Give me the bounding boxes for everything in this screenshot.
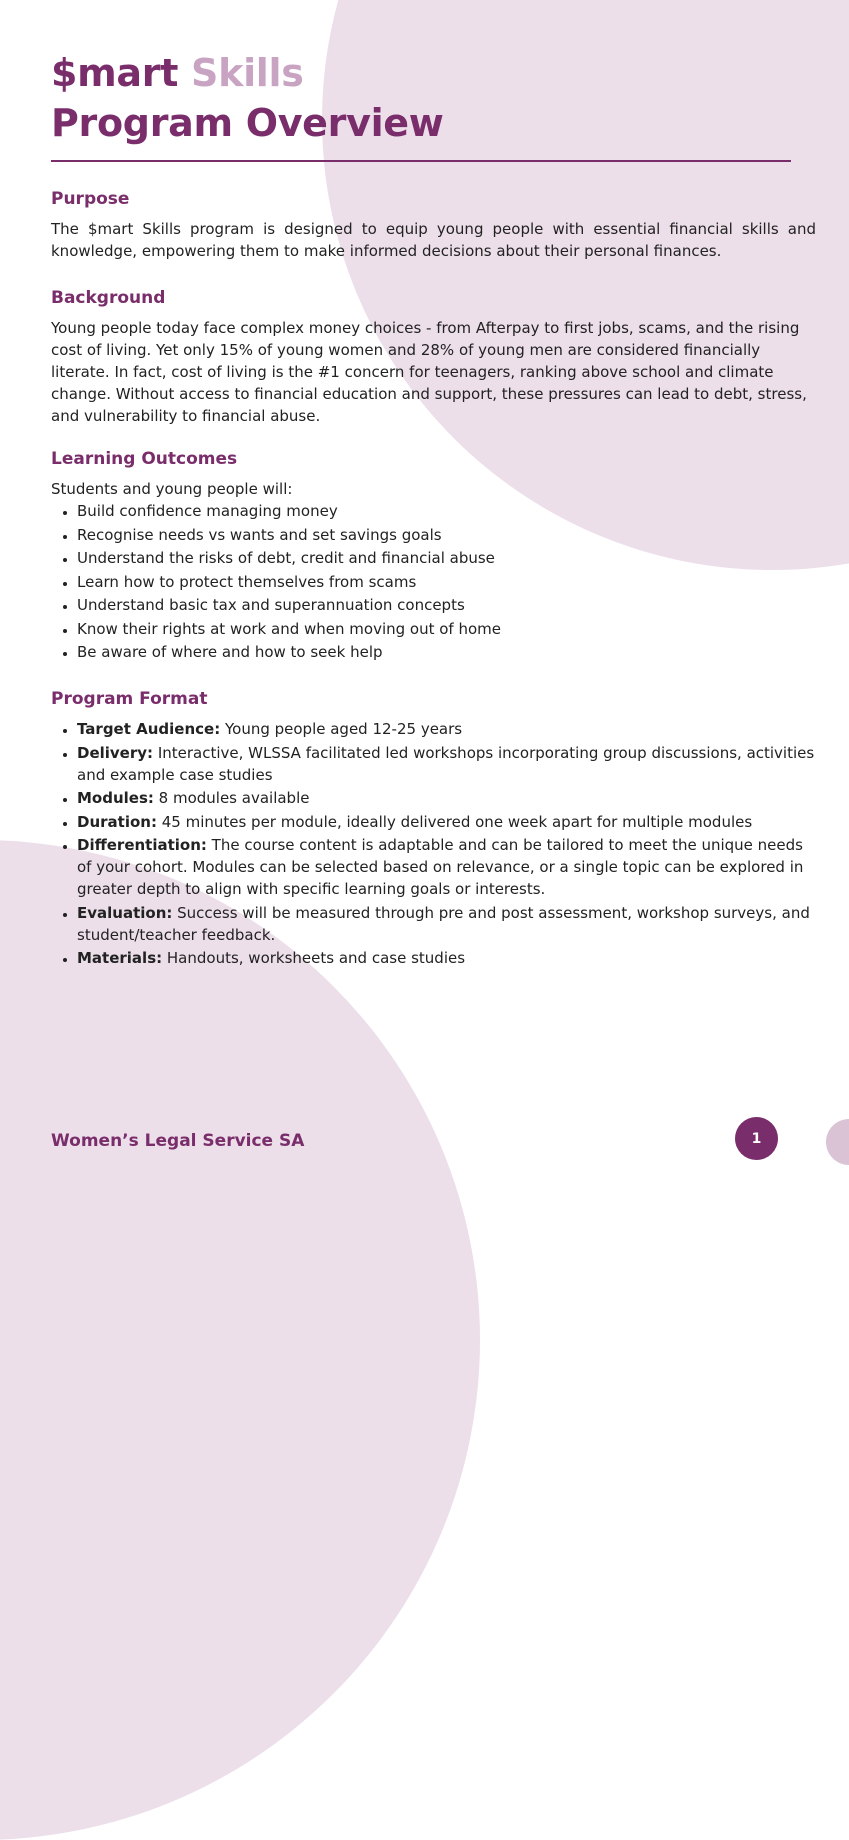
format-label: Target Audience: <box>77 720 221 738</box>
list-item: • Learn how to protect themselves from scams <box>77 571 816 593</box>
format-text: Young people aged 12-25 years <box>220 720 463 738</box>
list-item: • Know their rights at work and when moving out of home <box>77 618 816 640</box>
title-brand-light: Skills <box>191 51 304 95</box>
background-heading: Background <box>51 288 166 308</box>
title-subtitle: Program Overview <box>51 101 444 145</box>
format-label: Evaluation: <box>77 903 173 922</box>
format-text: 8 modules available <box>153 789 310 807</box>
purpose-text: The $mart Skills program is designed to equip young people with essential financial skills and knowledge, empowering them to make informed decisions about their personal finances. <box>51 220 816 260</box>
learning-outcomes-intro: Students and young people will: <box>51 480 293 498</box>
learning-outcomes-section <box>51 447 816 665</box>
format-text: Success will be measured through pre and post assessment, workshop surveys, and student/teacher feedback. <box>77 903 810 944</box>
list-item <box>77 902 816 946</box>
list-item: • Be aware of where and how to seek help <box>77 641 816 663</box>
list-item <box>77 947 816 969</box>
program-format-section <box>51 687 816 971</box>
purpose-section <box>51 187 816 262</box>
learning-outcomes-list <box>51 500 816 663</box>
format-text: Handouts, worksheets and case studies <box>162 949 466 967</box>
program-format-heading: Program Format <box>51 689 208 709</box>
format-text: 45 minutes per module, ideally delivered one week apart for multiple modules <box>156 812 753 831</box>
list-item <box>77 718 816 740</box>
purpose-heading: Purpose <box>51 189 130 209</box>
title-divider <box>51 160 791 162</box>
format-text: The course content is adaptable and can be tailored to meet the unique needs of your cohort. Modules can be selected based on relevance, or a single topic can be explored in greater depth to align with specific learning goals or interests. <box>77 836 804 898</box>
format-label: Delivery: <box>77 743 154 762</box>
background-circle-corner <box>826 1119 849 1165</box>
list-item: • Build confidence managing money <box>77 500 816 522</box>
format-text: Interactive, WLSSA facilitated led workshops incorporating group discussions, activities and example case studies <box>77 743 815 784</box>
page-number-badge: 1 <box>735 1117 778 1160</box>
background-circle-bottom <box>0 840 480 1840</box>
format-label: Materials: <box>77 949 163 967</box>
format-label: Duration: <box>77 812 157 831</box>
title-brand: $mart <box>51 51 179 95</box>
list-item <box>77 811 816 833</box>
list-item: • Recognise needs vs wants and set savings goals <box>77 524 816 546</box>
list-item <box>77 834 816 900</box>
format-label: Differentiation: <box>77 836 207 854</box>
program-format-list <box>51 718 816 969</box>
learning-outcomes-heading: Learning Outcomes <box>51 449 238 469</box>
list-item: • Understand basic tax and superannuation concepts <box>77 594 816 616</box>
list-item: • Understand the risks of debt, credit and financial abuse <box>77 547 816 569</box>
footer-organization: Women’s Legal Service SA <box>51 1131 305 1151</box>
background-section <box>51 286 816 427</box>
list-item <box>77 787 816 809</box>
format-label: Modules: <box>77 789 154 807</box>
list-item <box>77 742 816 786</box>
background-text: Young people today face complex money choices - from Afterpay to first jobs, scams, and the rising cost of living. Yet only 15% of young women and 28% of young men are considered financially literate. In fact, cost of living is the #1 concern for teenagers, ranking above school and climate change. Without access to financial education and support, these pressures can lead to debt, stress, and vulnerability to financial abuse. <box>51 319 807 425</box>
page-title <box>51 48 444 148</box>
